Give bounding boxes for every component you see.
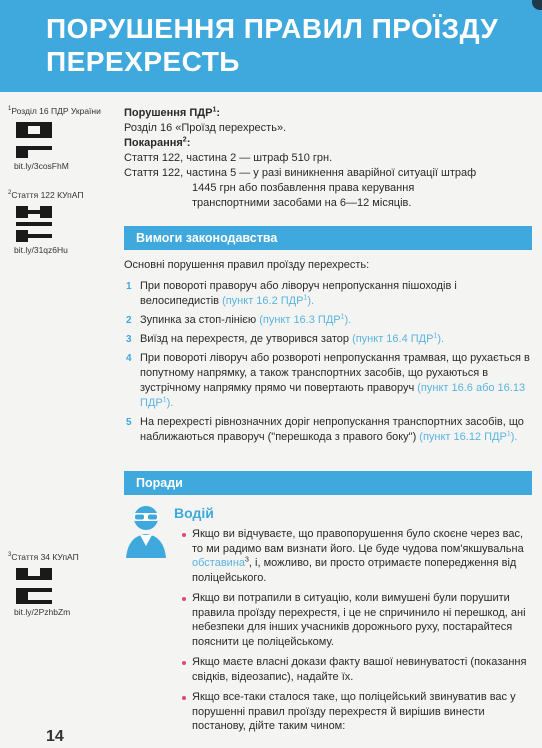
item-ref: (пункт 16.6 або 16.13 ПДР$^1$). (140, 382, 526, 409)
sidebar-ref-1: $^1$Розділ 16 ПДР України bit.ly/3cosFhM (8, 106, 108, 171)
tip-item (182, 591, 532, 649)
penalty-label: Покарання (124, 137, 183, 149)
page-number: 14 (46, 728, 64, 745)
sidebar-ref-3: $^3$Стаття 34 КУпАП bit.ly/2PzhbZm (8, 552, 108, 617)
penalty-line-3: 1445 грн або позбавлення права керування (192, 182, 415, 194)
requirements-block (124, 258, 532, 449)
list-item (124, 415, 532, 445)
pdr-section: Розділ 16 «Проїзд перехресть». (124, 122, 287, 134)
item-number: 3 (126, 334, 132, 345)
item-text: При повороті праворуч або ліворуч непропускання пішоходів і велосипедистів (140, 280, 457, 307)
item-number: 2 (126, 315, 132, 326)
item-text: Виїзд на перехрестя, де утворився затор (140, 333, 353, 345)
item-ref: (пункт 16.12 ПДР$^1$). (419, 430, 518, 443)
pdr-label: Порушення ПДР (124, 107, 213, 119)
penalty-line-2: Стаття 122, частина 5 — у разі виникнення аварійної ситуації штраф (124, 167, 477, 179)
violation-block: Порушення ПДР$^1$: Розділ 16 «Проїзд перехресть». Покарання$^2$: Стаття 122, частина 2 — штраф 510 грн. Стаття 122, частина 5 — у разі виникнення аварійної ситуації штраф 1445 грн або позбавлення права керування транспортними засобами на 6—12 місяців. (124, 106, 532, 211)
list-item (124, 279, 532, 309)
item-text: На перехресті рівнозначних доріг непропускання транспортних засобів, що наближаються праворуч ("перешкода з правого боку") (140, 416, 524, 443)
tip-text: Якщо маєте власні докази факту вашої невинуватості (показання свідків, відеозапис), надайте їх. (192, 656, 527, 683)
item-number: 5 (126, 417, 132, 428)
tips-list (182, 527, 532, 740)
item-number: 1 (126, 281, 132, 292)
tip-item: Якщо ви відчуваєте, що правопорушення було скоєне через вас, то ми радимо вам визнати його. Це буде чудова пом'якшувальна обставина$^3$, і, можливо, ви просто отримаєте попередження від поліцейського. (182, 527, 532, 585)
item-ref: (пункт 16.2 ПДР$^1$). (222, 294, 315, 307)
driver-title: Водій (174, 505, 214, 521)
list-item (124, 332, 532, 347)
item-number: 4 (126, 353, 132, 364)
ref-label: Стаття 34 КУпАП (11, 552, 79, 562)
tip-text: Якщо ви відчуваєте, що правопорушення було скоєне через вас, то ми радимо вам визнати його. Це буде чудова пом'якшувальна (192, 528, 524, 555)
item-ref: (пункт 16.4 ПДР$^1$). (352, 332, 445, 345)
sidebar-ref-2: $^2$Стаття 122 КУпАП bit.ly/31qz6Hu (8, 190, 108, 255)
qr-code-icon[interactable] (16, 206, 52, 242)
qr-code-icon[interactable] (16, 568, 52, 604)
ref-label: Стаття 122 КУпАП (11, 190, 84, 200)
list-item (124, 351, 532, 411)
item-text: Зупинка за стоп-лінією (140, 314, 260, 326)
tip-item (182, 690, 532, 734)
requirements-list (124, 279, 532, 445)
tips-heading: Поради (124, 471, 532, 495)
penalty-line-4: транспортними засобами на 6—12 місяців. (192, 197, 412, 209)
ref-label: Розділ 16 ПДР України (11, 106, 101, 116)
tip-text: Якщо все-таки сталося таке, що поліцейський звинуватив вас у порушенні правил проїзду перехрестя й вирішив винести постанову, дійте таким чином: (192, 691, 516, 732)
item-text: При повороті ліворуч або розвороті непропускання трамвая, що рухається в попутному напрямку, а також транспортних засобів, що рухаються в зустрічному напрямку прямо чи повертають праворуч (140, 352, 530, 394)
ref-url[interactable]: bit.ly/3cosFhM (14, 161, 69, 171)
ref-url[interactable]: bit.ly/2PzhbZm (14, 607, 71, 617)
penalty-line-1: Стаття 122, частина 2 — штраф 510 грн. (124, 152, 333, 164)
requirements-heading: Вимоги законодавства (124, 226, 532, 250)
qr-code-icon[interactable] (16, 122, 52, 158)
driver-icon (124, 502, 168, 558)
tip-item (182, 655, 532, 684)
tip-ref: обставина (192, 557, 246, 569)
requirements-intro: Основні порушення правил проїзду перехресть: (124, 259, 370, 271)
tip-text: Якщо ви потрапили в ситуацію, коли вимушені були порушити правила проїзду перехрестя, і це не спричинило ні перешкод, ані небезпеки для інших учасників дорожнього руху, постарайтеся пояснити це поліцейському. (192, 592, 526, 648)
item-ref: (пункт 16.3 ПДР$^1$). (259, 313, 352, 326)
page-title: ПОРУШЕННЯ ПРАВИЛ ПРОЇЗДУ ПЕРЕХРЕСТЬ (46, 13, 499, 77)
list-item (124, 313, 532, 328)
ref-url[interactable]: bit.ly/31qz6Hu (14, 245, 68, 255)
